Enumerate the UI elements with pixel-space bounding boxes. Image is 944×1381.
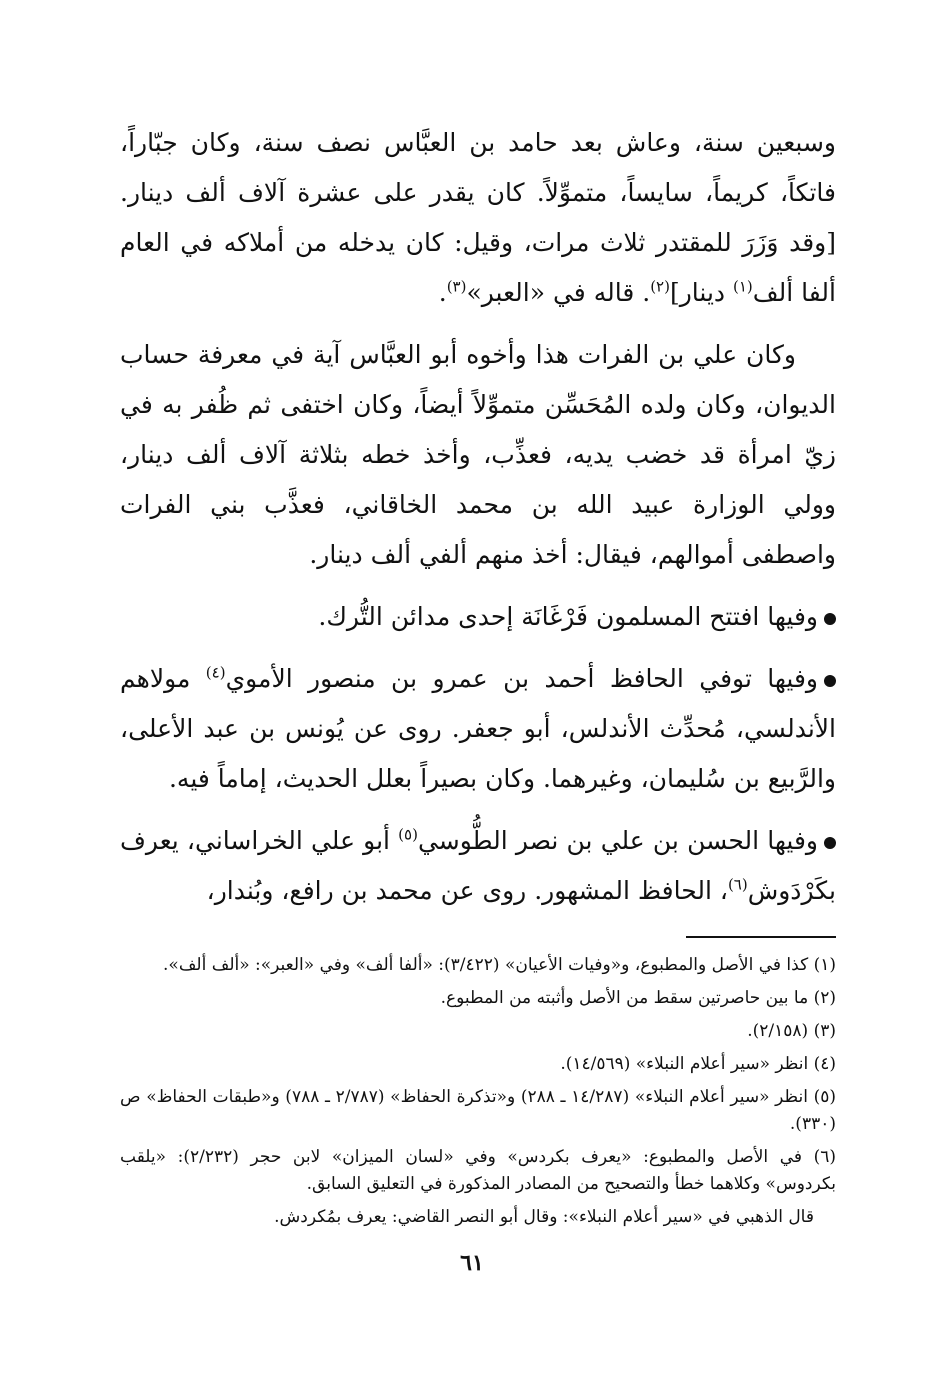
footnote-1: (١) كذا في الأصل والمطبوع، و«وفيات الأعيان» (٣/٤٢٢): «ألفا ألف» وفي «العبر»: «ألف ألف». [163,955,836,975]
paragraph-text: دينار] [669,278,733,307]
footnote-3: (٣) (٢/١٥٨). [747,1021,836,1041]
footnote-ref-1[interactable]: (١) [733,277,753,296]
paragraph-text: . قاله في «العبر» [466,278,651,307]
paragraph-text: وسبعين سنة، وعاش بعد حامد بن العبَّاس نصف سنة، وكان جبّاراً، فاتكاً، كريماً، سايساً، متموِّلاً. كان يقدر على عشرة آلاف ألف دينار. [وقد وَزَرَ للمقتدر ثلاث مرات، وقيل: كان يدخله من أملاكه في العام ألفا ألف [120,128,836,307]
paragraph-text: مولاهم الأندلسي، مُحدِّث الأندلس، أبو جعفر. روى عن يُونس بن عبد الأعلى، والرَّبيع بن سُليمان، وغيرهما. وكان بصيراً بعلل الحديث، إماماً فيه. [120,664,836,793]
footnote-ref-6[interactable]: (٦) [727,875,748,894]
page-body [120,118,836,1237]
footnote-divider [686,936,836,938]
paragraph-text: . [438,278,447,307]
bullet-dot-icon [824,675,836,687]
paragraph-text: وفيها افتتح المسلمون فَرْغَانَة إحدى مدائن التُّرك. [318,602,818,631]
footnote-5: (٥) انظر «سير أعلام النبلاء» (١٤/٢٨٧ ـ ٢٨٨) و«تذكرة الحفاظ» (٢/٧٨٧ ـ ٧٨٨) و«طبقات الحفاظ» ص (٣٣٠). [120,1087,836,1134]
paragraph-text: وفيها الحسن بن علي بن نصر الطُّوسي [417,826,818,855]
footnotes-section [120,952,836,1231]
footnote-2: (٢) ما بين حاصرتين سقط من الأصل وأثبته من المطبوع. [440,988,836,1008]
footnote-ref-3[interactable]: (٣) [446,277,467,296]
body-paragraph-1 [120,118,836,318]
footnote-6: (٦) في الأصل والمطبوع: «يعرف بكردس» وفي «لسان الميزان» لابن حجر (٢/٢٣٢): «يلقب بكردوس» وكلاهما خطأ والتصحيح من المصادر المذكورة في التعليق السابق. [120,1147,836,1194]
paragraph-text: وفيها توفي الحافظ أحمد بن عمرو بن منصور الأموي [225,664,819,693]
bullet-paragraph-3 [120,816,836,916]
bullet-paragraph-1 [120,592,836,642]
footnote-6-continuation: قال الذهبي في «سير أعلام النبلاء»: وقال أبو النصر القاضي: يعرف بمُكردش. [274,1207,814,1227]
bullet-paragraph-2 [120,654,836,804]
paragraph-text: ، الحافظ المشهور. روى عن محمد بن رافع، وبُندار، [206,876,728,905]
footnote-ref-2[interactable]: (٢) [650,277,670,296]
bullet-dot-icon [824,837,836,849]
bullet-dot-icon [824,613,836,625]
body-paragraph-2 [120,330,836,580]
footnote-4: (٤) انظر «سير أعلام النبلاء» (١٤/٥٦٩). [560,1054,836,1074]
footnote-ref-4[interactable]: (٤) [205,663,226,682]
page-number: ٦١ [460,1250,484,1276]
footnote-ref-5[interactable]: (٥) [398,825,418,844]
paragraph-text: أبو علي الخراساني، يعرف بكَرْدَوش [120,826,836,905]
paragraph-text: وكان علي بن الفرات هذا وأخوه أبو العبَّاس آية في معرفة حساب الديوان، وكان ولده المُحَسِّن متموِّلاً أيضاً، وكان اختفى ثم ظُفر به في زيّ امرأة قد خضب يديه، فعذِّب، وأخذ خطه بثلاثة آلاف ألف دينار، وولي الوزارة عبيد الله بن محمد الخاقاني، فعذَّب بني الفرات واصطفى أموالهم، فيقال: أخذ منهم ألفي ألف دينار. [120,340,836,569]
